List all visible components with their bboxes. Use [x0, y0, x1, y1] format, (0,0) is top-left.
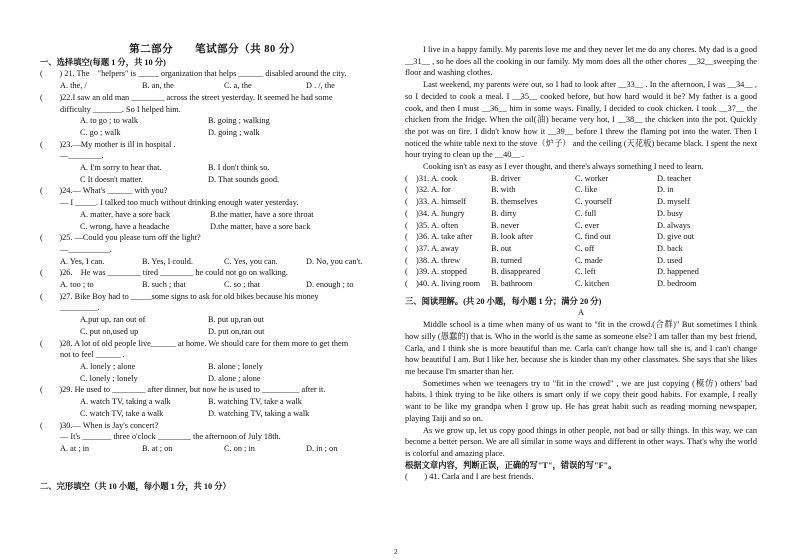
cloze-option-row	[405, 196, 757, 208]
answer-option: B. an, the	[142, 81, 174, 91]
answer-option: B. out	[491, 243, 512, 253]
answer-option: B. dirty	[491, 208, 517, 218]
answer-option: A. I'm sorry to hear that.	[80, 163, 162, 173]
paragraph: Cooking isn't as easy as I ever thought, and there's always something I need to learn.	[423, 162, 704, 172]
answer-option: B. Yes, I could.	[142, 256, 193, 266]
question-stem-cont: not to feel ______ .	[60, 350, 125, 360]
answer-option: C. ever	[575, 220, 599, 230]
section-heading: 二、完形填空（共 10 小题，每小题 1 分，共 10 分）	[40, 481, 231, 491]
section-heading: 三、阅读理解。(共 20 小题，每小题 1 分；满分 20 分)	[405, 296, 602, 306]
answer-option: D. give out	[657, 232, 695, 242]
answer-option: D. alone ; alone	[208, 373, 261, 383]
answer-option: C. put on,used up	[80, 326, 139, 336]
question-number: ( )37.	[405, 243, 430, 253]
answer-option: D. used	[657, 255, 683, 265]
question-number: ( )40.	[405, 279, 430, 289]
question-stem-cont: — It's _______ three o'clock ________ the afternoon of July 18th.	[60, 432, 281, 442]
answer-option: B. going ; walking	[208, 116, 270, 126]
answer-option: C. full	[575, 208, 597, 218]
question-stem: ( )23.—My mother is ill in hospital .	[40, 139, 176, 149]
answer-option: D . /, the	[306, 81, 335, 91]
question-stem-cont: —__________.	[60, 244, 112, 254]
answer-option: A. take after	[431, 232, 473, 242]
answer-option: C. go ; walk	[80, 127, 121, 137]
question-number: ( )36.	[405, 232, 430, 242]
answer-option: C It doesn't matter.	[80, 174, 143, 184]
answer-option: B. put up,ran out	[208, 315, 264, 325]
paragraph: As we grow up, let us copy good things in other people, not bad or silly things. In this way, we can become a better person. We are all similar in some ways and different in other ways. That's why the world is colorful and amazing place.	[405, 425, 757, 458]
option-row	[40, 361, 390, 384]
question-stem: ( )29. He used to ________ after dinner, but now he is used to _________ after it.	[40, 385, 326, 395]
question-number: ( )32.	[405, 185, 430, 195]
option-row	[40, 80, 390, 92]
answer-option: A. the, /	[60, 81, 87, 91]
question-stem-cont: —________.	[60, 151, 104, 161]
question-stem: ( ) 21. The "helpers" is _____ organization that helps ______ disabled around the city.	[40, 69, 347, 79]
question-stem: ( )25. —Could you please turn off the light?	[40, 233, 201, 243]
option-row	[40, 279, 390, 291]
answer-option: B. I don't think so.	[208, 163, 270, 173]
question-stem: ( )26. He was ________ tired ________ he could not go on walking.	[40, 268, 288, 278]
question-number: ( )38.	[405, 255, 430, 265]
answer-option: A. away	[431, 243, 459, 253]
answer-option: D. bedroom	[657, 279, 697, 289]
answer-option: B. alone ; lonely	[208, 361, 263, 371]
answer-option: A. watch TV, taking a walk	[80, 397, 171, 407]
section-heading: 一、选择填空(每题 1 分，共 10 分)	[40, 57, 166, 67]
question-list	[40, 68, 390, 454]
cloze-passage	[405, 44, 757, 173]
passage-label: A	[578, 308, 584, 318]
cloze-option-row	[405, 243, 757, 255]
question-stem: ( )27. Bike Boy had to _____some signs to ask for old bikes because his money	[40, 291, 319, 301]
answer-option: D. in ; on	[306, 443, 338, 453]
paragraph: Middle school is a time when many of us want to "fit in the crowd.(合群)" But sometimes I think how silly (愚蠢的) that is. Who in the world is the same as someone else? I am taller than my best friend, Carla, and I think she is more beautiful than me. Carla can't change how tall she is, and I can't change how beautiful I am. But I like her, because she is kinder than my other classmates. She says that she likes me because I'm smarter than her.	[405, 320, 757, 376]
answer-option: A. himself	[431, 197, 467, 207]
option-row	[40, 115, 390, 138]
question-item	[40, 185, 390, 232]
cloze-option-row	[405, 266, 757, 278]
cloze-options	[405, 173, 757, 290]
page-number: 2	[394, 548, 398, 556]
question-item	[40, 92, 390, 139]
answer-option: A. lonely ; alone	[80, 361, 136, 371]
question-number: ( )33.	[405, 197, 430, 207]
question-stem-cont: difficulty _______. So I helped him.	[60, 104, 181, 114]
answer-option: B. turned	[491, 255, 522, 265]
cloze-option-row	[405, 255, 757, 267]
answer-option: C. a, the	[224, 81, 252, 91]
answer-option: B. such ; that	[142, 280, 186, 290]
question-item	[40, 68, 390, 91]
cloze-option-row	[405, 278, 757, 290]
paragraph: Sometimes when we teenagers try to "fit in the crowd" , we are just copying (模仿) others' bad habits. I think trying to be like others is smart only if we copy their good habits. For example, I really want to be like my grandpa when I grow up. He has great habit such as reading morning newspaper, playing Taiji and so on.	[405, 378, 757, 423]
answer-option: D. in	[657, 185, 674, 195]
paragraph: I live in a happy family. My parents love me and they never let me do any chores. My dad is a good __31__ , so he does all the cooking in our family. My mom does all the other chores __32__sweeping the floor and washing clothes.	[405, 45, 757, 78]
answer-option: D. teacher	[657, 173, 692, 183]
answer-option: D. going ; walk	[208, 127, 260, 137]
answer-option: C. left	[575, 267, 596, 277]
option-row	[40, 256, 390, 268]
answer-option: D. enough ; to	[306, 280, 354, 290]
answer-option: C. find out	[575, 232, 611, 242]
question-stem: ( )30.— When is Jay's concert?	[40, 420, 159, 430]
reading-passage	[405, 319, 757, 459]
question-item	[40, 232, 390, 267]
answer-option: A. Yes, I can.	[60, 256, 105, 266]
answer-option: B. with	[491, 185, 516, 195]
cloze-option-row	[405, 220, 757, 232]
question-stem: ( )24.— What's ______ with you?	[40, 186, 168, 196]
paragraph: Last weekend, my parents were out, so I had to look after __33__ . In the afternoon, I was __34__ , so I decided to cook a meal. I __35__ cooked before, but how hard would it be? My father is a good cook, and then I must __36__ him in some ways. Finally, I decided to cook chicken. I took __37__ the chicken from the fridge. When the oil(油) became very hot, I __38__ the chicken into the pot. Quickly the pot was on fire. I didn't know how it __39__ before I threw the flaming pot into the water. Then I noticed the white table next to the stove（炉子） and the ceiling (天花板) became black. I spent the next hour trying to clean up the __40__ .	[405, 80, 757, 160]
question-item	[40, 338, 390, 385]
answer-option: A. at ; in	[60, 443, 90, 453]
answer-option: B. disappeared	[491, 267, 541, 277]
option-row	[40, 396, 390, 419]
answer-option: A. for	[431, 185, 451, 195]
question-number: ( )39.	[405, 267, 430, 277]
cloze-option-row	[405, 208, 757, 220]
answer-option: C. so ; that	[224, 280, 260, 290]
answer-option: A. stopped	[431, 267, 467, 277]
page-title: 第二部分 笔试部分（共 80 分）	[129, 44, 301, 55]
answer-option: D. That sounds good.	[208, 174, 280, 184]
answer-option: B. look after	[491, 232, 533, 242]
answer-option: D. watching TV, taking a walk	[208, 408, 310, 418]
answer-option: D.the matter, have a sore back	[210, 221, 311, 231]
question-stem: ( )22.I saw an old man ________ across the street yesterday. It seemed he had some	[40, 92, 333, 102]
question-item	[40, 139, 390, 186]
answer-option: A. living room	[431, 279, 481, 289]
answer-option: C. yourself	[575, 197, 612, 207]
question-stem-cont: _________.	[60, 303, 100, 313]
question-41: ( ) 41. Carla and I are best friends.	[405, 472, 534, 482]
answer-option: D. myself	[657, 197, 690, 207]
answer-option: A. cook	[431, 173, 458, 183]
option-row	[40, 162, 390, 185]
question-number: ( )35.	[405, 220, 430, 230]
question-item	[40, 384, 390, 419]
option-row	[40, 443, 390, 455]
answer-option: D. No, you can't.	[306, 256, 363, 266]
answer-option: A. hungry	[431, 208, 465, 218]
answer-option: B. bathroom	[491, 279, 533, 289]
answer-option: C. like	[575, 185, 598, 195]
question-item	[40, 291, 390, 338]
question-item	[40, 420, 390, 455]
question-item	[40, 267, 390, 290]
answer-option: B. at ; on	[142, 443, 173, 453]
question-stem: ( )28. A lot of old people live______ at home. We should care for them more to get them	[40, 338, 349, 348]
answer-option: A. to go ; to walk	[80, 116, 139, 126]
answer-option: B. themselves	[491, 197, 538, 207]
answer-option: D. always	[657, 220, 691, 230]
answer-option: D. happened	[657, 267, 699, 277]
answer-option: C. worker	[575, 173, 609, 183]
right-column	[405, 44, 757, 483]
cloze-option-row	[405, 231, 757, 243]
answer-option: C. wrong, have a headache	[80, 221, 170, 231]
answer-option: A. threw	[431, 255, 461, 265]
question-stem-cont: — I _____. I talked too much without drinking enough water yesterday.	[60, 198, 299, 208]
cloze-option-row	[405, 184, 757, 196]
option-row	[40, 314, 390, 337]
answer-option: C. made	[575, 255, 603, 265]
answer-option: D. busy	[657, 208, 683, 218]
answer-option: A. matter, have a sore back	[80, 209, 171, 219]
answer-option: C. off	[575, 243, 595, 253]
answer-option: A. too ; to	[60, 280, 94, 290]
question-number: ( )34.	[405, 208, 430, 218]
answer-option: B.the matter, have a sore throat	[210, 209, 314, 219]
answer-option: C. Yes, you can.	[224, 256, 278, 266]
answer-option: C. watch TV, take a walk	[80, 408, 164, 418]
left-column	[40, 44, 390, 492]
answer-option: C. kitchen	[575, 279, 610, 289]
cloze-option-row	[405, 173, 757, 185]
answer-option: D. put on,ran out	[208, 326, 265, 336]
answer-option: A.put up, ran out of	[80, 315, 146, 325]
answer-option: D. back	[657, 243, 683, 253]
option-row	[40, 209, 390, 232]
answer-option: C. on ; in	[224, 443, 255, 453]
answer-option: B. watching TV, take a walk	[208, 397, 302, 407]
answer-option: B. never	[491, 220, 520, 230]
answer-option: A. often	[431, 220, 459, 230]
answer-option: B. driver	[491, 173, 521, 183]
question-number: ( )31.	[405, 173, 430, 183]
answer-option: C. lonely ; lonely	[80, 373, 138, 383]
instruction-text: 根据文章内容，判断正误，正确的写"T"，错误的写"F"。	[405, 460, 617, 470]
